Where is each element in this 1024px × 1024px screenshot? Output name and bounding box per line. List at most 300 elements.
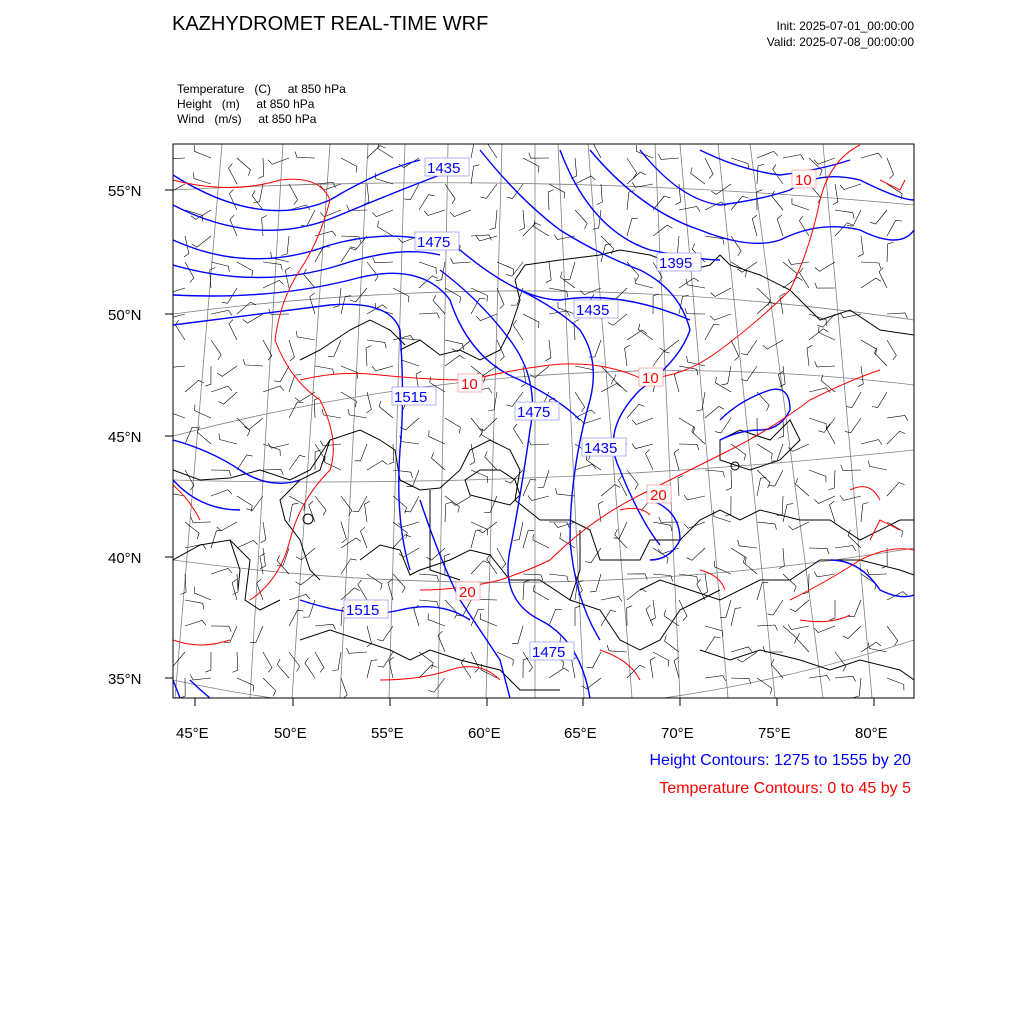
wind-barb [289, 455, 305, 470]
wind-barb [164, 362, 185, 367]
wind-barb [229, 319, 237, 340]
wind-barb [564, 262, 575, 280]
wind-barb [195, 405, 211, 418]
wind-barb [393, 522, 407, 539]
wind-barb [471, 235, 492, 241]
wind-barb [619, 476, 628, 496]
wind-barb [348, 409, 367, 418]
wind-barb [218, 392, 237, 404]
wind-barb [757, 151, 778, 158]
wind-barb [687, 356, 705, 366]
lon-label-80: 80°E [855, 725, 888, 742]
wind-barb [731, 608, 741, 626]
wind-barb [217, 522, 237, 531]
wind-barb [615, 529, 627, 548]
wind-barb [575, 210, 587, 229]
wind-barb [471, 470, 488, 483]
wind-barb [165, 154, 186, 160]
wind-barb [549, 184, 565, 199]
wind-barb [274, 366, 289, 382]
height-label: 1475 [532, 644, 566, 661]
wind-barb [289, 402, 303, 418]
field-temperature-units: (C) [254, 82, 272, 96]
wind-barb [679, 206, 700, 211]
wind-barb [341, 366, 358, 379]
wind-barb [819, 327, 835, 341]
wind-barb [277, 555, 289, 574]
wind-barb [868, 460, 887, 470]
lat-label-50: 50°N [108, 307, 142, 324]
field-height-level: at 850 hPa [256, 97, 315, 111]
wind-barb [809, 470, 826, 482]
wind-barb [328, 340, 341, 357]
lat-label-45: 45°N [108, 429, 142, 446]
height-contour-legend: Height Contours: 1275 to 1555 by 20 [649, 752, 911, 769]
temperature-label: 20 [459, 584, 476, 601]
wind-barb [691, 167, 705, 184]
wind-barb [506, 262, 523, 276]
wind-barb [741, 366, 757, 381]
wind-barb [445, 288, 461, 303]
wind-barb [549, 574, 568, 582]
wind-barb [840, 184, 861, 190]
wind-barb [263, 386, 284, 392]
wind-barb [705, 637, 721, 652]
wind-barb [835, 210, 854, 219]
wind-barb [533, 585, 549, 600]
wind-barb [519, 210, 524, 231]
wind-barb [830, 600, 836, 620]
wind-barb [861, 278, 881, 288]
wind-barb [419, 574, 439, 581]
wind-barb [379, 401, 393, 418]
wind-barb [367, 262, 378, 281]
wind-barb [523, 658, 529, 678]
wind-barb [224, 626, 237, 643]
wind-barb [432, 452, 446, 470]
wind-barb [315, 450, 321, 470]
wind-barb [872, 392, 887, 408]
wind-barb [574, 320, 579, 341]
wind-barb [341, 538, 361, 548]
wind-barb [164, 314, 185, 319]
wind-barb [679, 574, 698, 583]
wind-barb [237, 418, 250, 436]
wind-barb [777, 215, 783, 236]
wind-barb [373, 257, 393, 263]
wind-barb [887, 416, 908, 421]
wind-barb [471, 610, 484, 627]
wind-barb [233, 574, 238, 595]
wind-barb [646, 449, 654, 470]
wind-barb [237, 262, 253, 277]
wind-barb [879, 267, 887, 288]
wind-barb [263, 652, 272, 672]
wind-barb [743, 557, 757, 574]
wind-barb [341, 392, 356, 407]
wind-barb [738, 540, 757, 548]
wind-barb [341, 559, 357, 574]
wind-barb [295, 392, 315, 401]
wind-barb [364, 184, 369, 205]
wind-barb [601, 236, 614, 254]
field-height-units: (m) [221, 97, 240, 111]
wind-barb [452, 340, 471, 352]
wind-barb [692, 426, 705, 444]
wind-barb [419, 195, 434, 210]
wind-barb [597, 184, 602, 205]
wind-barb [168, 652, 185, 666]
wind-barb [289, 594, 310, 600]
wind-barb [711, 288, 731, 297]
wind-barb [799, 216, 809, 236]
wind-barb [315, 496, 326, 515]
wind-barb [674, 449, 679, 470]
wind-barb [310, 293, 315, 314]
wind-barb [625, 345, 630, 366]
wind-barb [393, 574, 405, 593]
wind-barb [482, 429, 497, 444]
lon-label-70: 70°E [661, 725, 694, 742]
wind-barb [767, 600, 783, 615]
wind-barb [341, 678, 347, 699]
wind-barb [341, 158, 357, 173]
wind-barb [868, 643, 887, 652]
wind-barb [571, 158, 576, 179]
wind-barb [211, 470, 231, 476]
wind-barb [627, 330, 647, 340]
wind-barb [250, 626, 263, 643]
wind-barb [451, 258, 472, 263]
wind-barb [783, 262, 797, 279]
wind-barb [341, 588, 360, 600]
wind-barb [263, 678, 276, 696]
wind-barb [800, 268, 810, 288]
wind-barb [347, 648, 368, 653]
wind-barb [854, 678, 861, 698]
wind-barb [858, 236, 863, 257]
wind-barb [237, 540, 258, 548]
height-label: 1515 [394, 389, 428, 406]
wind-barb [262, 215, 267, 236]
wind-barb [887, 626, 898, 646]
wind-barb [705, 158, 713, 179]
wind-barb [601, 596, 622, 601]
wind-barb [715, 418, 731, 433]
wind-barb [296, 574, 315, 585]
wind-barb [211, 340, 221, 360]
height-label: 1435 [576, 302, 610, 319]
wind-barb [301, 210, 315, 226]
lon-label-65: 65°E [564, 725, 597, 742]
wind-barb [792, 198, 809, 210]
wind-barb [702, 574, 707, 595]
wind-barb [678, 476, 683, 497]
wind-barb [451, 496, 471, 505]
wind-barb [705, 676, 726, 681]
wind-barb [549, 609, 562, 626]
wind-barb [627, 589, 646, 600]
wind-barb [192, 236, 211, 247]
wind-barb [796, 478, 810, 496]
wind-barb [731, 548, 746, 564]
wind-barb [582, 678, 601, 689]
lon-label-55: 55°E [371, 725, 404, 742]
wind-barb [194, 145, 211, 158]
temperature-label: 20 [650, 487, 667, 504]
wind-barb [575, 176, 596, 184]
wind-barb [378, 143, 393, 159]
wind-barb [861, 503, 869, 523]
wind-barb [185, 262, 194, 282]
wind-barb [164, 288, 185, 293]
wind-barb [361, 527, 368, 548]
wind-barb [665, 635, 679, 652]
wind-barb [393, 535, 411, 548]
wind-barb [211, 386, 232, 392]
wind-barb [546, 340, 551, 361]
wind-barb [783, 155, 804, 160]
wind-barb [814, 626, 835, 633]
wind-barb [257, 579, 263, 600]
wind-barb [372, 210, 393, 217]
lat-label-40: 40°N [108, 550, 142, 567]
wind-barb [484, 496, 497, 513]
wind-barb [309, 501, 315, 522]
wind-barb [887, 678, 904, 690]
wind-barb [809, 548, 829, 554]
wind-barb [513, 320, 523, 340]
wind-barb [237, 302, 256, 314]
wind-barb [705, 626, 723, 637]
wind-barb [635, 278, 653, 288]
lat-label-55: 55°N [108, 183, 142, 200]
wind-barb [887, 431, 905, 444]
wind-barb [219, 434, 237, 445]
wind-barb [843, 626, 861, 639]
wind-barb [181, 574, 187, 595]
wind-barb [471, 530, 482, 548]
wind-barb [232, 579, 237, 600]
wind-barb [289, 610, 304, 626]
wind-barb [471, 652, 479, 673]
wind-barb [194, 587, 211, 600]
wind-barb [815, 361, 835, 367]
wind-barb [809, 675, 830, 680]
wind-barb [731, 340, 739, 361]
wind-barb [575, 366, 594, 376]
chart-title: KAZHYDROMET REAL-TIME WRF [172, 13, 489, 35]
wind-barb [424, 210, 445, 216]
wind-barb [627, 404, 645, 418]
wind-barb [367, 340, 386, 348]
wind-barb [314, 398, 320, 418]
field-wind-units: (m/s) [214, 112, 242, 126]
temperature-label: 10 [461, 376, 478, 393]
wind-barb [777, 496, 783, 516]
wind-barb [829, 470, 835, 490]
wind-barb [185, 600, 204, 609]
wind-barb [445, 355, 465, 366]
wind-barb [237, 455, 253, 470]
wind-barb [653, 522, 672, 531]
wind-barb [414, 605, 419, 626]
wind-barb [476, 236, 497, 241]
wind-barb [731, 444, 746, 460]
wind-barb [720, 600, 731, 618]
wind-barb [833, 184, 838, 205]
wind-barb [205, 652, 211, 672]
field-wind-name: Wind [177, 112, 205, 126]
wind-barb [705, 324, 720, 340]
wind-barb [367, 574, 382, 590]
wind-barb [887, 220, 902, 236]
wind-barb [505, 470, 523, 483]
wind-barb [295, 152, 315, 158]
wind-barb [281, 236, 289, 256]
wind-barb [237, 158, 251, 176]
wind-barb [490, 210, 497, 230]
wind-barb [711, 184, 731, 194]
wind-barb [400, 418, 419, 430]
wind-barb [549, 668, 569, 678]
wind-barb [679, 444, 699, 450]
wind-barb [433, 295, 445, 314]
wind-barb [653, 225, 672, 236]
wind-barb [783, 504, 793, 522]
wind-barb [653, 294, 659, 314]
wind-barb [554, 522, 575, 528]
wind-barb [450, 210, 471, 217]
wind-barb [722, 366, 731, 385]
wind-barb [809, 418, 826, 430]
wind-barb [841, 465, 861, 471]
wind-barb [513, 424, 523, 444]
map-frame [173, 144, 914, 698]
wind-barb [686, 279, 705, 288]
wind-barb [771, 659, 783, 678]
wind-barb [653, 196, 670, 210]
wind-barb [445, 418, 460, 433]
wind-barb [587, 652, 601, 668]
wind-barb [697, 580, 705, 601]
field-temperature-name: Temperature [177, 82, 245, 96]
wind-barb [653, 352, 670, 367]
wind-barb [428, 614, 445, 627]
wind-barb [263, 262, 282, 270]
lon-label-75: 75°E [758, 725, 791, 742]
wind-barb [580, 418, 601, 424]
wind-barb [445, 184, 455, 204]
wind-barb [372, 366, 393, 371]
wind-barb [815, 283, 835, 289]
wind-barb [488, 392, 497, 411]
wind-barb [419, 262, 436, 274]
wind-barb [835, 223, 853, 236]
lon-label-45: 45°E [176, 725, 209, 742]
wind-barb [315, 624, 336, 629]
wind-barb [867, 569, 887, 575]
wind-barb [790, 600, 809, 612]
wind-barb [512, 626, 523, 644]
wind-barb [470, 444, 475, 465]
wind-barb [788, 259, 809, 264]
wind-barb [289, 184, 298, 204]
wind-barb [861, 440, 882, 445]
wind-barb [687, 548, 706, 560]
wind-barb [217, 366, 237, 376]
wind-barb [650, 657, 655, 678]
wind-barb [497, 262, 514, 275]
wind-barb [366, 346, 372, 366]
wind-barb [840, 496, 861, 501]
wind-barb [402, 354, 419, 366]
wind-barb [601, 383, 621, 392]
wind-barb [419, 313, 440, 318]
height-label: 1475 [417, 234, 451, 251]
wind-barb [696, 392, 705, 411]
wind-barb [757, 477, 766, 496]
wind-barb [627, 218, 638, 236]
wind-barb [237, 496, 252, 512]
wind-barb [258, 158, 264, 178]
wind-barb [523, 158, 539, 172]
height-label: 1475 [517, 404, 551, 421]
wind-barb [365, 501, 370, 522]
wind-barb [887, 340, 896, 360]
lat-label-35: 35°N [108, 671, 142, 688]
wind-barb [538, 470, 549, 488]
temperature-label: 10 [642, 370, 659, 387]
wind-barb [471, 522, 487, 535]
wind-barb [229, 164, 238, 184]
wind-barb [367, 660, 377, 678]
wind-barb [546, 262, 551, 283]
wind-barb [861, 340, 877, 355]
height-label: 1435 [584, 440, 618, 457]
wind-barb [191, 517, 211, 523]
graticule-meridians [175, 144, 872, 698]
wind-barb [763, 340, 783, 349]
wind-barb [861, 262, 881, 269]
wind-barb [788, 444, 809, 451]
wind-barb [168, 406, 185, 418]
wind-barb [601, 485, 620, 496]
wind-barb [211, 530, 222, 548]
wind-barb [243, 359, 263, 366]
height-label: 1435 [427, 160, 461, 177]
wind-barb [627, 606, 633, 626]
field-temperature-level: at 850 hPa [287, 82, 346, 96]
wind-barb [658, 154, 679, 159]
wind-barb [471, 165, 479, 184]
wind-barb [835, 676, 856, 681]
wind-barb [731, 236, 741, 256]
wind-barb [726, 470, 732, 490]
wind-barb [752, 215, 757, 236]
height-label: 1395 [659, 255, 693, 272]
wind-barb [660, 340, 679, 351]
temperature-label: 10 [795, 172, 812, 189]
temperature-contour-legend: Temperature Contours: 0 to 45 by 5 [659, 780, 911, 797]
wind-barb [887, 158, 894, 179]
wind-barb [757, 522, 777, 530]
wind-barb [277, 659, 289, 678]
lon-label-50: 50°E [274, 725, 307, 742]
wind-barb [296, 331, 315, 340]
wind-barb [575, 392, 585, 412]
wind-barb [261, 522, 266, 543]
